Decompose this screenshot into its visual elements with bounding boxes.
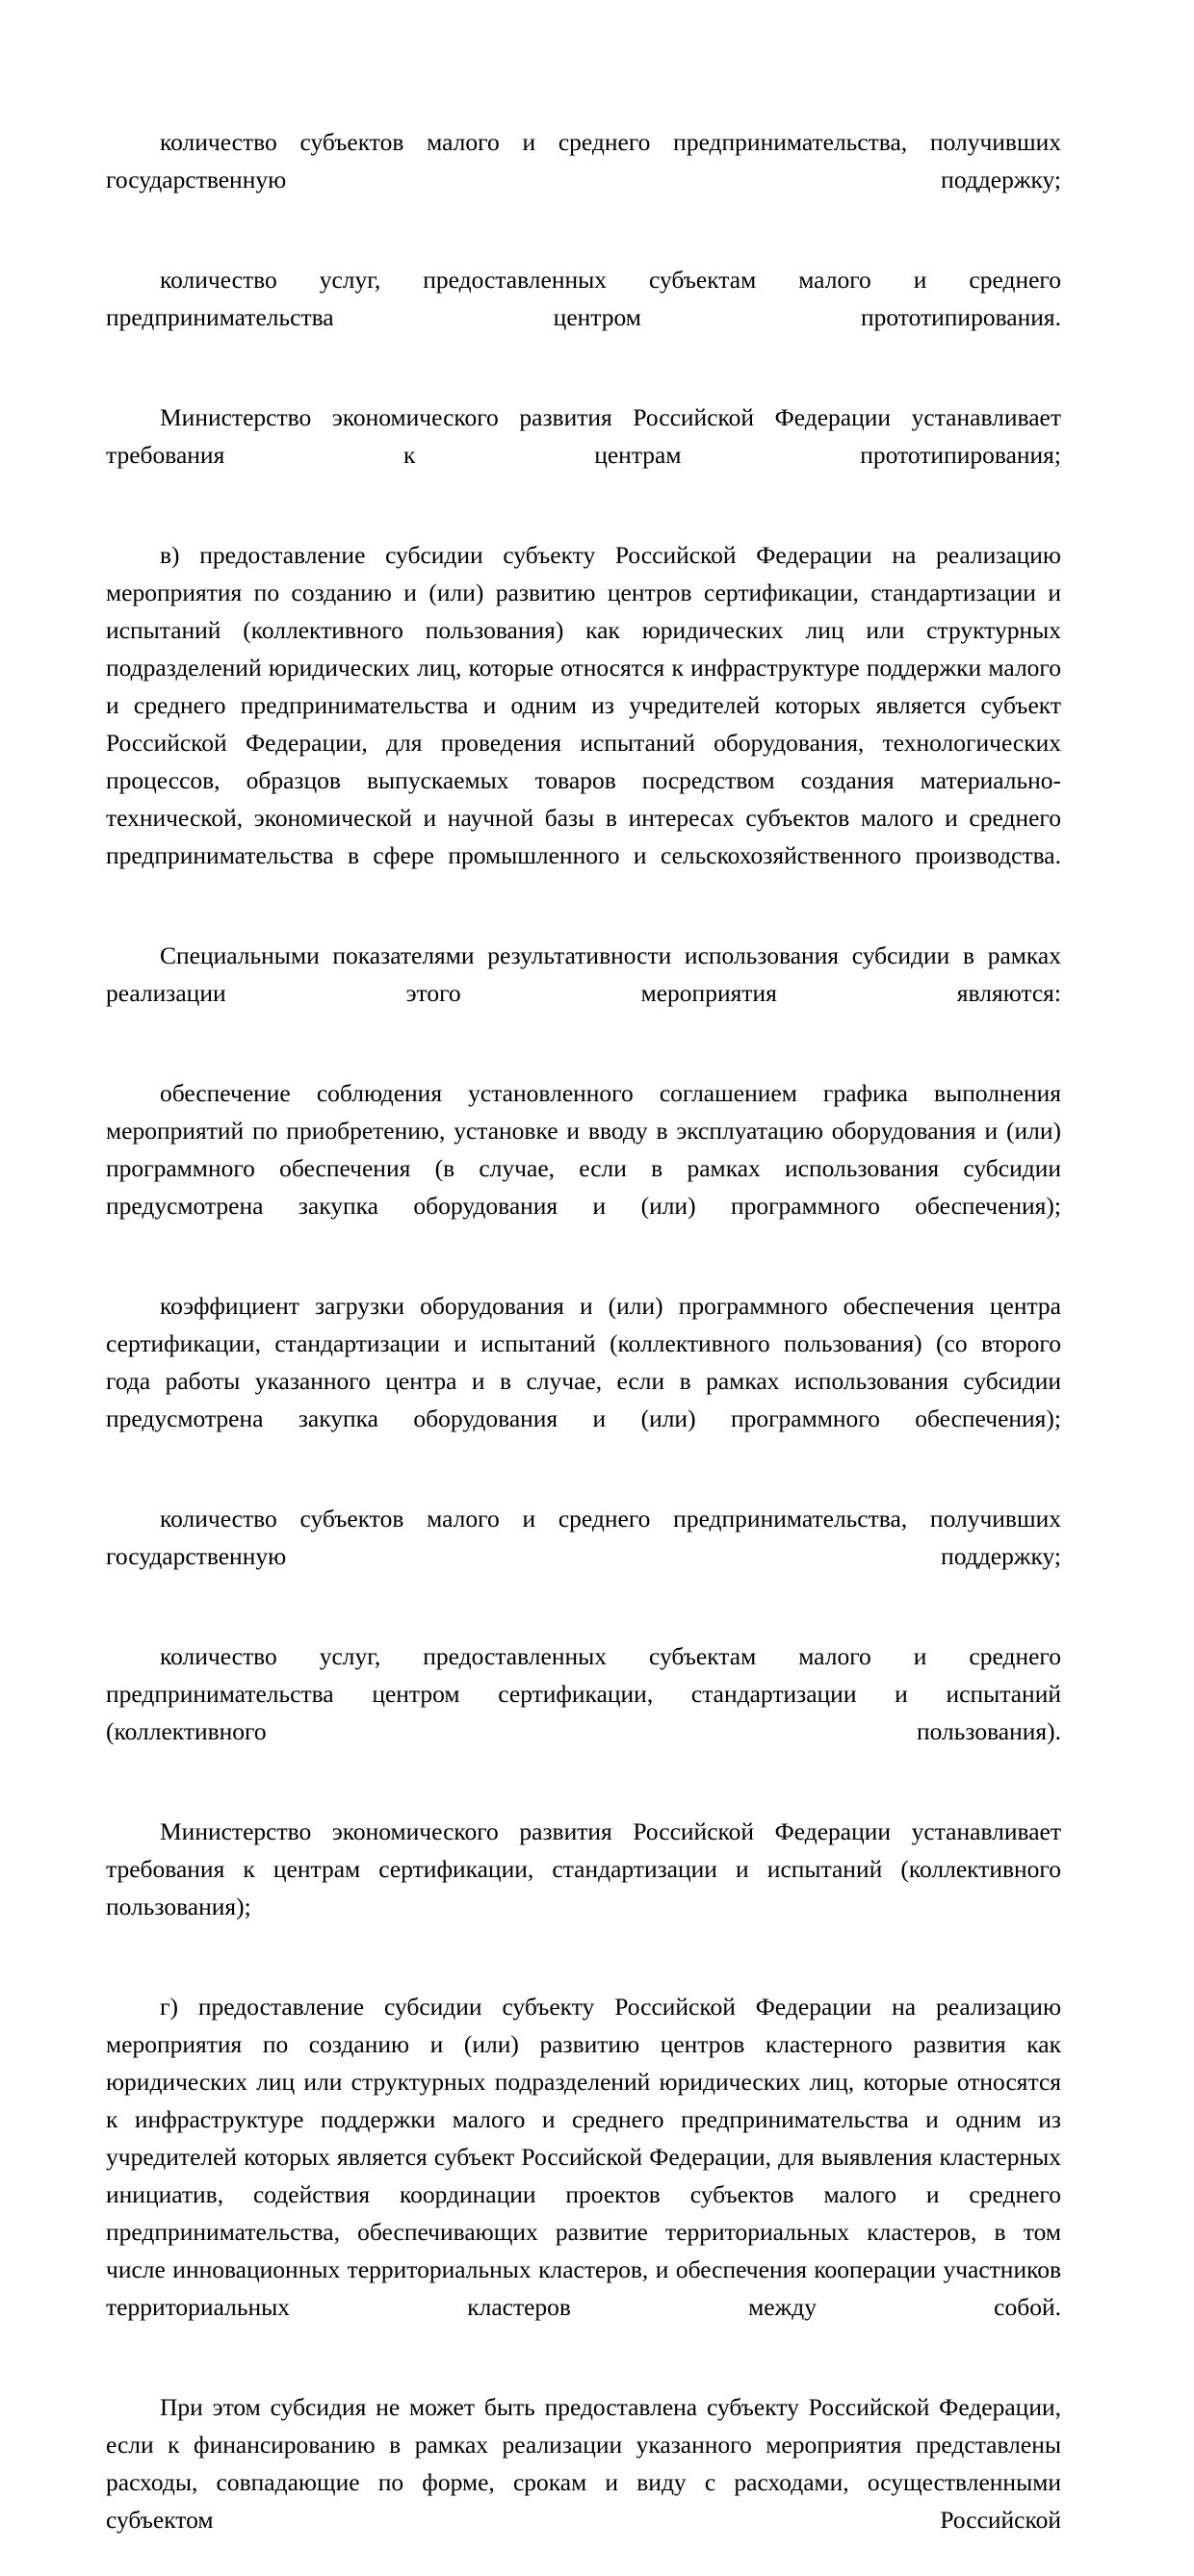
paragraph-specialnye-pokazateli: Специальными показателями результативности использования субсидии в рамках реализации этого мероприятия являются: [106,941,1061,1007]
paragraph-punkt-g-subsidiya: г) предоставление субсидии субъекту Российской Федерации на реализацию мероприятия по созданию и (или) развитию центров кластерного развития как юридических лиц или структурных подразделений юридических лиц, которые относятся к инфраструктуре поддержки малого и среднего предпринимательства и одним из учредителей которых является субъект Российской Федерации, для выявления кластерных инициатив, содействия координации проектов субъектов малого и среднего предпринимательства, обеспечивающих развитие территориальных кластеров, в том числе инновационных территориальных кластеров, и обеспечения кооперации участников территориальных кластеров между собой. [106,1993,1061,2321]
document-text-body [106,123,1061,2576]
paragraph-ministerstvo-sertifikacii: Министерство экономического развития Российской Федерации устанавливает требования к центрам сертификации, стандартизации и испытаний (коллективного пользования); [106,1817,1061,1920]
paragraph-kolichestvo-subektov-1: количество субъектов малого и среднего предпринимательства, получивших государственную поддержку; [106,128,1061,193]
paragraph-kolichestvo-uslug-sertifikacii: количество услуг, предоставленных субъектам малого и среднего предпринимательства центром сертификации, стандартизации и испытаний (коллективного пользования). [106,1642,1061,1745]
paragraph-punkt-v-subsidiya: в) предоставление субсидии субъекту Российской Федерации на реализацию мероприятия по созданию и (или) развитию центров сертификации, стандартизации и испытаний (коллективного пользования) как юридических лиц или структурных подразделений юридических лиц, которые относятся к инфраструктуре поддержки малого и среднего предпринимательства и одним из учредителей которых является субъект Российской Федерации, для проведения испытаний оборудования, технологических процессов, образцов выпускаемых товаров посредством создания материально-технической, экономической и научной базы в интересах субъектов малого и среднего предпринимательства в сфере промышленного и сельскохозяйственного производства. [106,541,1061,869]
paragraph-obespechenie-soblyudeniya-grafika: обеспечение соблюдения установленного соглашением графика выполнения мероприятий по приобретению, установке и вводу в эксплуатацию оборудования и (или) программного обеспечения (в случае, если в рамках использования субсидии предусмотрена закупка оборудования и (или) программного обеспечения); [106,1079,1061,1220]
paragraph-pri-etom-subsidiya: При этом субсидия не может быть предоставлена субъекту Российской Федерации, если к финансированию в рамках реализации указанного мероприятия представлены расходы, совпадающие по форме, срокам и виду с расходами, осуществленными субъектом Российской [106,2393,1061,2534]
paragraph-koefficient-zagruzki: коэффициент загрузки оборудования и (или) программного обеспечения центра сертификации, стандартизации и испытаний (коллективного пользования) (со второго года работы указанного центра и в случае, если в рамках использования субсидии предусмотрена закупка оборудования и (или) программного обеспечения); [106,1292,1061,1432]
paragraph-kolichestvo-subektov-2: количество субъектов малого и среднего предпринимательства, получивших государственную поддержку; [106,1505,1061,1570]
paragraph-ministerstvo-prototipirovaniya: Министерство экономического развития Российской Федерации устанавливает требования к центрам прототипирования; [106,403,1061,469]
paragraph-kolichestvo-uslug-prototipirovaniya: количество услуг, предоставленных субъектам малого и среднего предпринимательства центром прототипирования. [106,266,1061,331]
